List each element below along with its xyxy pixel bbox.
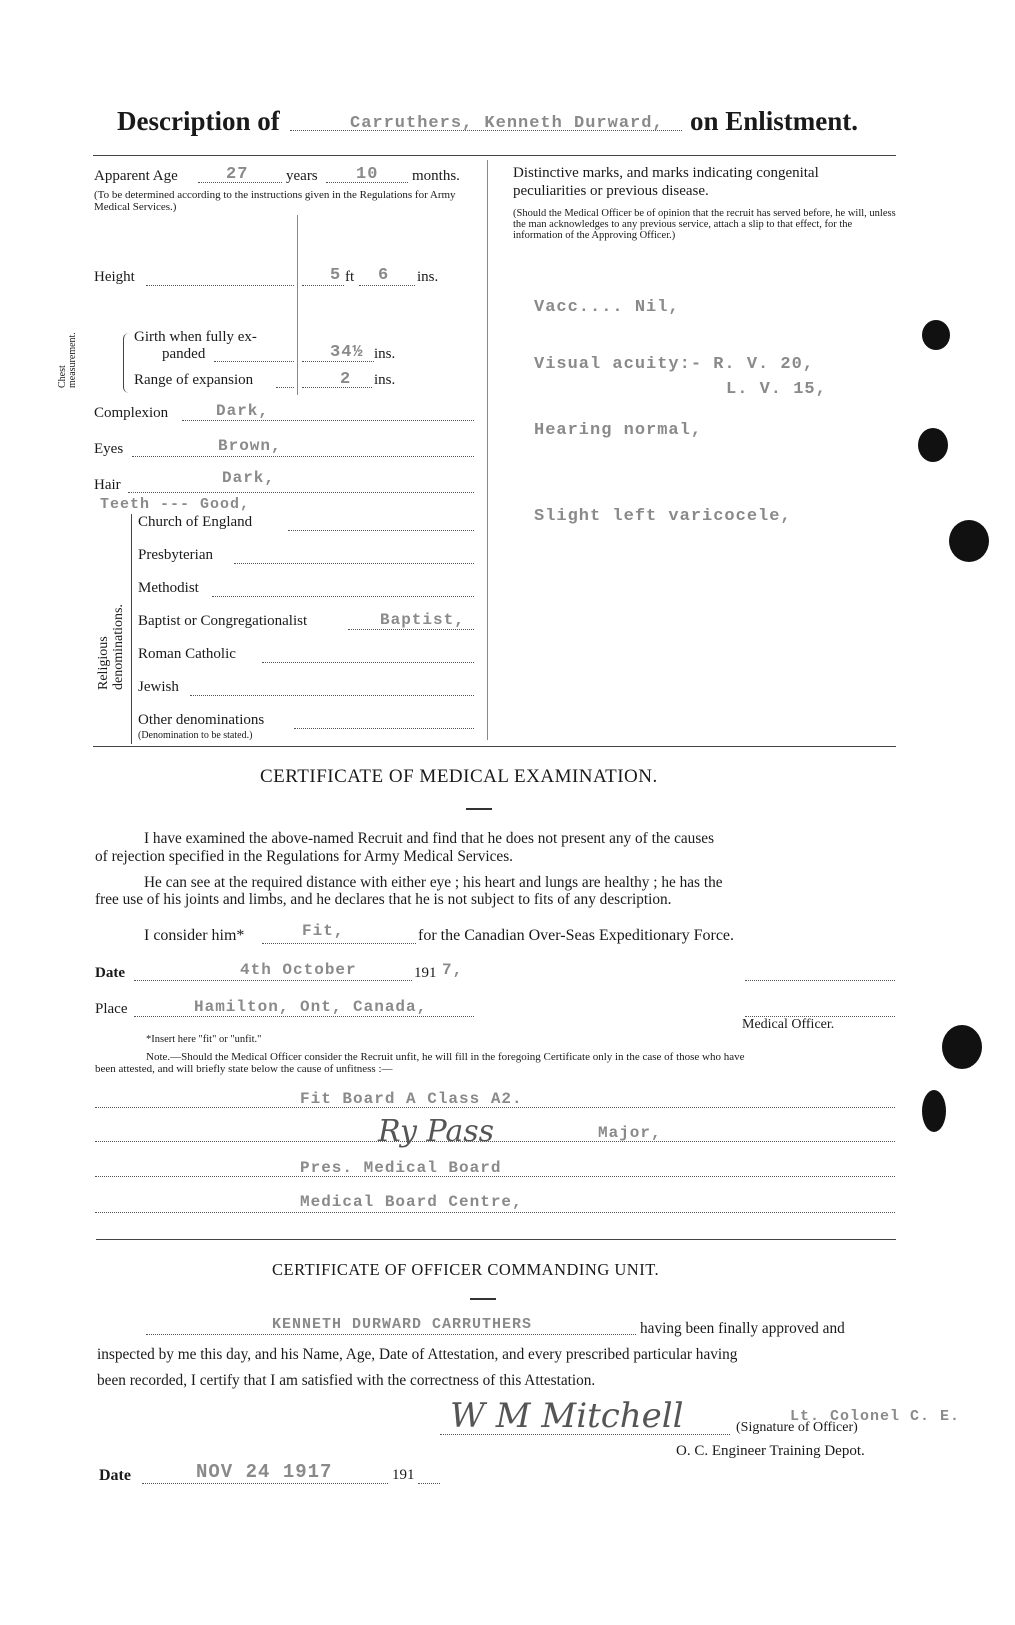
girth-dots: [214, 361, 294, 362]
oc-name-value: KENNETH DURWARD CARRUTHERS: [272, 1316, 533, 1333]
board-value-1: Fit Board A Class A2.: [300, 1090, 523, 1108]
board-signature: Ry Pass: [378, 1114, 495, 1149]
other-denominations: Other denominations: [138, 712, 265, 728]
oc-sign-dots: [440, 1434, 730, 1435]
board-value-2: Major,: [598, 1124, 662, 1142]
medical-officer-label: Medical Officer.: [742, 1017, 835, 1032]
oc-rank: Lt. Colonel C. E.: [790, 1408, 961, 1425]
marks-heading-2: peculiarities or previous disease.: [513, 183, 709, 199]
height-ft-dots: [302, 285, 344, 286]
med-date-label: Date: [95, 965, 125, 981]
religion-divider: [131, 514, 132, 744]
range-dots: [276, 387, 294, 388]
ins-label: ins.: [417, 269, 439, 285]
consider-dots: [262, 943, 416, 944]
church-dots: [288, 530, 474, 531]
height-label: Height: [94, 269, 135, 285]
med-date-value: 4th October: [240, 961, 357, 979]
height-dots: [146, 285, 294, 286]
place-value: Hamilton, Ont, Canada,: [194, 998, 428, 1016]
girth-label-1: Girth when fully ex-: [134, 329, 257, 345]
title-left: Description of: [117, 106, 280, 136]
oc-text-l2: inspected by me this day, and his Name, Age, Date of Attestation, and every prescribed particular having: [97, 1346, 738, 1363]
board-line-2: [95, 1141, 895, 1142]
punch-hole-4: [942, 1025, 982, 1069]
hair-label: Hair: [94, 477, 121, 493]
oc-text-l3: been recorded, I certify that I am satisfied with the correctness of this Attestation.: [97, 1372, 596, 1389]
other-note: (Denomination to be stated.): [138, 730, 253, 741]
marks-note: (Should the Medical Officer be of opinion that the recruit has served before, he will, unless the man acknowledges to any previous service, attach a slip to that effect, for the information of the Approving Officer.): [513, 208, 896, 241]
measure-divider: [297, 215, 298, 395]
visual-acuity-1: Visual acuity:- R. V. 20,: [534, 355, 815, 374]
heading-ornament-2: [470, 1298, 496, 1300]
girth-label-2: panded: [162, 346, 206, 362]
oc-date-stamp: NOV 24 1917: [196, 1461, 333, 1483]
title-right: on Enlistment.: [690, 106, 859, 136]
presbyterian-dots: [234, 563, 474, 564]
complexion-label: Complexion: [94, 405, 169, 421]
marks-heading-1: Distinctive marks, and marks indicating congenital: [513, 165, 819, 181]
jewish: Jewish: [138, 679, 179, 695]
board-value-4: Medical Board Centre,: [300, 1193, 523, 1211]
religion-side-label: Religious denominations.: [96, 604, 126, 690]
oc-date-dots: [142, 1483, 388, 1484]
insert-note: *Insert here "fit" or "unfit.": [146, 1034, 262, 1045]
board-value-3: Pres. Medical Board: [300, 1159, 502, 1177]
unfit-note-l1: Note.—Should the Medical Officer consider the Recruit unfit, he will fill in the foregoing Certificate only in the case of those who have: [146, 1051, 745, 1063]
eyes-value: Brown,: [218, 437, 282, 455]
girth-value: 34½: [330, 343, 364, 362]
punch-hole-2: [918, 428, 948, 462]
age-months: 10: [356, 165, 379, 184]
med-year-prefix: 191: [414, 965, 437, 981]
other-dots: [294, 728, 474, 729]
oc-depot: O. C. Engineer Training Depot.: [676, 1443, 865, 1459]
hair-value: Dark,: [222, 469, 276, 487]
catholic-dots: [262, 662, 474, 663]
med-year-value: 7,: [442, 961, 464, 979]
height-in: 6: [378, 266, 390, 285]
vacc-value: Vacc.... Nil,: [534, 298, 680, 317]
oc-date-label: Date: [99, 1467, 131, 1484]
unfit-note-l2: been attested, and will briefly state below the cause of unfitness :—: [95, 1063, 393, 1075]
complexion-value: Dark,: [216, 402, 270, 420]
oc-heading: CERTIFICATE OF OFFICER COMMANDING UNIT.: [272, 1260, 660, 1279]
girth-ins-label: ins.: [374, 346, 396, 362]
complexion-dots: [182, 420, 474, 421]
recruit-name: Carruthers, Kenneth Durward,: [350, 114, 664, 133]
teeth-value: Teeth --- Good,: [100, 496, 251, 513]
medical-para2-l2: free use of his joints and limbs, and he declares that he is not subject to fits of any description.: [95, 891, 672, 908]
medical-para1-l1: I have examined the above-named Recruit and find that he does not present any of the causes: [144, 830, 715, 847]
punch-hole-3: [949, 520, 989, 562]
roman-catholic: Roman Catholic: [138, 646, 236, 662]
place-dots: [134, 1016, 474, 1017]
medical-para1-l2: of rejection specified in the Regulations for Army Medical Services.: [95, 848, 513, 865]
eyes-label: Eyes: [94, 441, 124, 457]
oc-name-dots: [146, 1334, 636, 1335]
board-line-4: [95, 1212, 895, 1213]
hair-dots: [128, 492, 474, 493]
center-divider: [487, 160, 488, 740]
baptist-value: Baptist,: [380, 611, 465, 629]
methodist: Methodist: [138, 580, 199, 596]
eyes-dots: [132, 456, 474, 457]
chest-brace: [123, 333, 130, 393]
section-rule-2: [96, 1239, 896, 1240]
hearing-value: Hearing normal,: [534, 421, 703, 440]
heading-ornament-1: [466, 808, 492, 810]
visual-acuity-2: L. V. 15,: [726, 380, 827, 399]
presbyterian: Presbyterian: [138, 547, 213, 563]
header-rule: [93, 155, 896, 156]
church-of-england: Church of England: [138, 514, 253, 530]
age-note: (To be determined according to the instructions given in the Regulations for Army Medical Services.): [94, 189, 456, 213]
ft-label: ft: [345, 269, 355, 285]
age-years: 27: [226, 165, 249, 184]
range-label: Range of expansion: [134, 372, 254, 388]
consider-label: I consider him*: [144, 927, 245, 944]
oc-year-dots: [418, 1483, 440, 1484]
months-label: months.: [412, 168, 460, 184]
baptist: Baptist or Congregationalist: [138, 613, 308, 629]
baptist-dots: [348, 629, 474, 630]
range-ins-label: ins.: [374, 372, 396, 388]
place-label: Place: [95, 1001, 128, 1017]
range-value: 2: [340, 370, 352, 389]
punch-hole-1: [922, 320, 950, 350]
jewish-dots: [190, 695, 474, 696]
oc-year-prefix: 191: [392, 1467, 415, 1483]
range-value-dots: [302, 387, 372, 388]
oc-signature-label: (Signature of Officer): [736, 1420, 858, 1435]
med-date-dots: [134, 980, 412, 981]
consider-value: Fit,: [302, 922, 345, 940]
oc-signature: W M Mitchell: [450, 1396, 684, 1436]
medical-para2-l1: He can see at the required distance with either eye ; his heart and lungs are healthy ; he has the: [144, 874, 723, 891]
punch-hole-5: [922, 1090, 946, 1132]
methodist-dots: [212, 596, 474, 597]
for-cef: for the Canadian Over-Seas Expeditionary Force.: [418, 927, 735, 944]
section-rule-1: [93, 746, 896, 747]
medical-heading: CERTIFICATE OF MEDICAL EXAMINATION.: [260, 766, 658, 787]
height-ft: 5: [330, 266, 342, 285]
years-label: years: [286, 168, 318, 184]
med-sign-dots-1: [745, 980, 895, 981]
varicocele-value: Slight left varicocele,: [534, 507, 792, 526]
chest-side-label: Chest measurement.: [57, 332, 78, 388]
oc-text-l1: having been finally approved and: [640, 1320, 845, 1337]
height-in-dots: [359, 285, 415, 286]
age-label: Apparent Age: [94, 168, 178, 184]
